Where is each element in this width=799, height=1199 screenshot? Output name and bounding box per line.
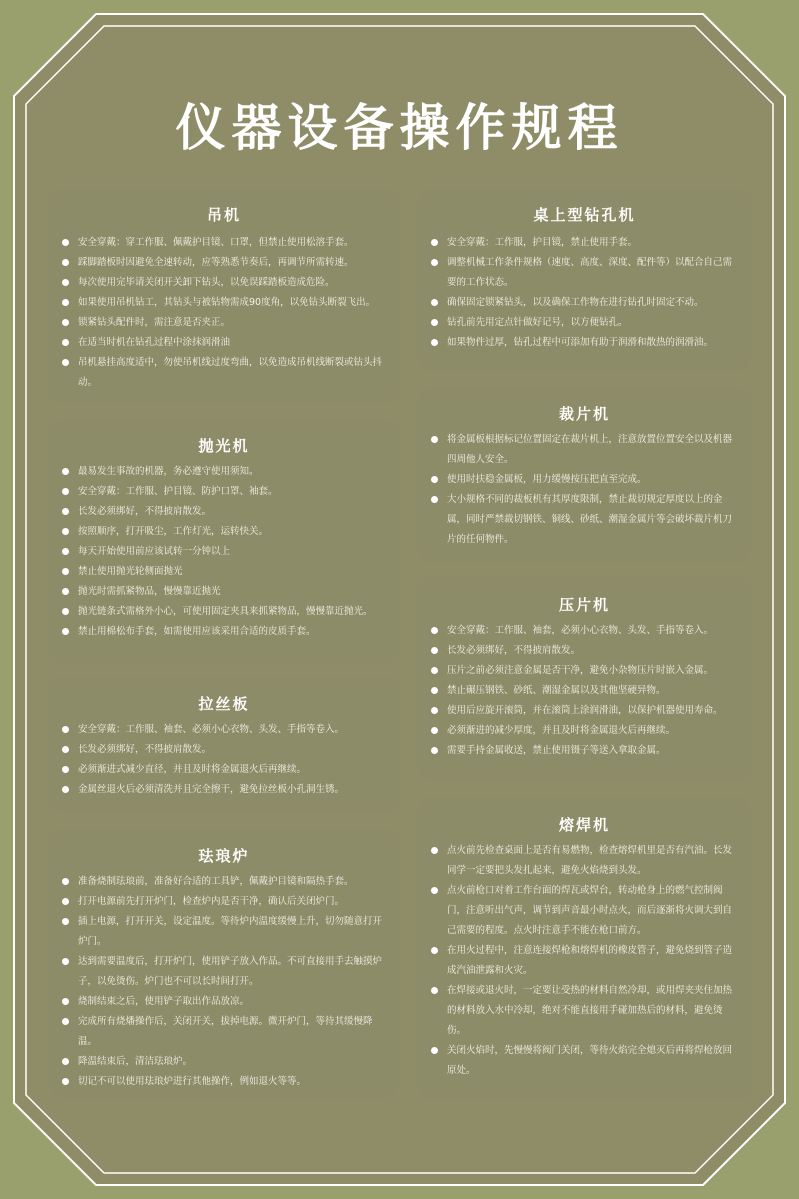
rule-item: 长发必须绑好，不得披肩散发。 <box>62 740 386 760</box>
rule-list <box>431 233 738 353</box>
rule-item: 插上电源，打开开关，设定温度。等待炉内温度缓慢上升，切勿随意打开炉门。 <box>62 912 386 952</box>
rule-item: 准备烧制珐琅前，准备好合适的工具铲，佩戴护目镜和隔热手套。 <box>62 872 386 892</box>
rule-item: 抛光时需抓紧物品，慢慢靠近抛光 <box>62 582 386 602</box>
rule-item: 禁止用棉松布手套，如需使用应该采用合适的皮质手套。 <box>62 622 386 642</box>
rule-item: 禁止碾压钢铁、砂纸、潮湿金属以及其他坚硬异物。 <box>431 681 738 701</box>
section-heading: 裁片机 <box>558 405 610 423</box>
rule-item: 点火前先检查桌面上是否有易燃物，检查熔焊机里是否有汽油。长发同学一定要把头发扎起来，避免火焰烧到头发。 <box>431 841 738 881</box>
rule-list <box>431 430 738 550</box>
section-polisher <box>48 418 400 663</box>
section-heading: 吊机 <box>206 206 241 224</box>
rule-item: 压片之前必须注意金属是否干净，避免小杂物压片时嵌入金属。 <box>431 661 738 681</box>
rule-item: 关闭火焰时，先慢慢将阀门关闭，等待火焰完全熄灭后再将焊枪放回原处。 <box>431 1041 738 1081</box>
rule-item: 使用后应旋开滚筒，并在滚筒上涂润滑油，以保护机器使用寿命。 <box>431 701 738 721</box>
section-crane <box>48 187 400 405</box>
rule-item: 将金属板根据标记位置固定在裁片机上，注意放置位置安全以及机器四周他人安全。 <box>431 430 738 470</box>
rule-item: 安全穿戴：工作服、护目镜、防护口罩、袖套。 <box>62 482 386 502</box>
rule-item: 钻孔前先用定点针做好记号，以方便钻孔。 <box>431 313 738 333</box>
section-welder <box>417 797 752 1101</box>
rule-item: 安全穿戴：工作服、袖套，必须小心衣物、头发、手指等卷入。 <box>431 621 738 641</box>
rule-item: 点火前枪口对着工作台面的焊瓦或焊台，转动枪身上的燃气控制阀门，注意听出气声，调节到声音最小时点火，而后逐渐将火调大到自己需要的程度。点火时注意手不能在枪口前方。 <box>431 881 738 941</box>
rule-list <box>431 621 738 761</box>
rule-item: 在用火过程中，注意连接焊枪和熔焊机的橡皮管子，避免烧到管子造成汽油泄露和火灾。 <box>431 941 738 981</box>
rule-item: 使用时扶稳金属板，用力缓慢按压把直至完成。 <box>431 470 738 490</box>
rule-item: 每天开始使用前应该试转一分钟以上 <box>62 542 386 562</box>
rule-item: 切记不可以使用珐琅炉进行其他操作，例如退火等等。 <box>62 1072 386 1092</box>
rule-item: 吊机悬挂高度适中，勿使吊机线过度弯曲，以免造成吊机线断裂或钻头抖动。 <box>62 353 386 393</box>
rule-item: 禁止使用抛光轮侧面抛光 <box>62 562 386 582</box>
rule-item: 最易发生事故的机器，务必遵守使用须知。 <box>62 462 386 482</box>
rule-item: 完成所有烧燔操作后，关闭开关，拔掉电源。微开炉门，等待其缓慢降温。 <box>62 1012 386 1052</box>
rule-item: 如果使用吊机钻工，其钻头与被钻物需成90度角，以免钻头断裂飞出。 <box>62 293 386 313</box>
rule-item: 在焊接或退火时，一定要让受热的材料自然冷却，或用焊夹夹住加热的材料放入水中冷却，绝对不能直接用手碰加热后的材料，避免烫伤。 <box>431 981 738 1041</box>
rule-item: 金属丝退火后必须清洗并且完全擦干，避免拉丝板小孔洞生锈。 <box>62 780 386 800</box>
rule-item: 安全穿戴：工作服、袖套、必须小心衣物、头发、手指等卷入。 <box>62 720 386 740</box>
rule-list <box>62 720 386 800</box>
rule-item: 烧制结束之后，使用铲子取出作品放凉。 <box>62 992 386 1012</box>
rule-item: 调整机械工作条件规格（速度、高度、深度、配件等）以配合自己需要的工作状态。 <box>431 253 738 293</box>
section-kiln <box>48 828 400 1098</box>
rule-item: 锁紧钻头配件时，需注意是否夹正。 <box>62 313 386 333</box>
rule-item: 需要手持金属收送，禁止使用镊子等送入拿取金属。 <box>431 741 738 761</box>
section-drill <box>417 187 752 372</box>
rule-list <box>431 841 738 1081</box>
rule-item: 打开电源前先打开炉门，检查炉内是否干净，确认后关闭炉门。 <box>62 892 386 912</box>
rule-item: 踩脚踏板时因避免全速转动，应等熟悉节奏后，再调节所需转速。 <box>62 253 386 273</box>
rule-item: 安全穿戴：穿工作服、佩戴护目镜、口罩，但禁止使用松溶手套。 <box>62 233 386 253</box>
section-shear <box>417 386 752 563</box>
rule-item: 在适当时机在钻孔过程中涂抹润滑油 <box>62 333 386 353</box>
rule-item: 确保固定锁紧钻头，以及确保工作物在进行钻孔时固定不动。 <box>431 293 738 313</box>
section-drawplate <box>48 676 400 814</box>
section-press <box>417 577 752 782</box>
section-heading: 抛光机 <box>198 437 250 455</box>
rule-item: 大小规格不同的裁板机有其厚度限制，禁止裁切规定厚度以上的金属，同时严禁裁切钢铁、铜线、砂纸、潮湿金属片等会破坏裁片机刀片的任何物件。 <box>431 490 738 550</box>
rule-item: 必须渐进式减少直径，并且及时将金属退火后再继续。 <box>62 760 386 780</box>
section-heading: 桌上型钻孔机 <box>533 206 636 224</box>
rule-item: 达到需要温度后，打开炉门，使用铲子放入作品。不可直接用手去触摸炉子，以免烫伤。炉门也不可以长时间打开。 <box>62 952 386 992</box>
rule-item: 抛光链条式需格外小心，可使用固定夹具来抓紧物品，慢慢靠近抛光。 <box>62 602 386 622</box>
rule-item: 长发必须绑好，不得披肩散发。 <box>62 502 386 522</box>
page-title: 仪器设备操作规程 <box>175 98 624 157</box>
section-heading: 珐琅炉 <box>198 847 250 865</box>
section-heading: 压片机 <box>558 596 610 614</box>
rule-item: 降温结束后，清洁珐琅炉。 <box>62 1052 386 1072</box>
rule-list <box>62 462 386 642</box>
rule-item: 如果物件过厚，钻孔过程中可添加有助于润滑和散热的润滑油。 <box>431 333 738 353</box>
rule-item: 每次使用完毕请关闭开关卸下钻头，以免误踩踏板造成危险。 <box>62 273 386 293</box>
section-heading: 拉丝板 <box>198 695 250 713</box>
rule-item: 按照顺序，打开吸尘，工作灯光，运转快关。 <box>62 522 386 542</box>
section-heading: 熔焊机 <box>558 816 610 834</box>
rule-item: 安全穿戴：工作服，护目镜，禁止使用手套。 <box>431 233 738 253</box>
rule-list <box>62 233 386 393</box>
rule-item: 必须渐进的减少厚度，并且及时将金属退火后再继续。 <box>431 721 738 741</box>
rule-list <box>62 872 386 1092</box>
rule-item: 长发必须绑好，不得披肩散发。 <box>431 641 738 661</box>
